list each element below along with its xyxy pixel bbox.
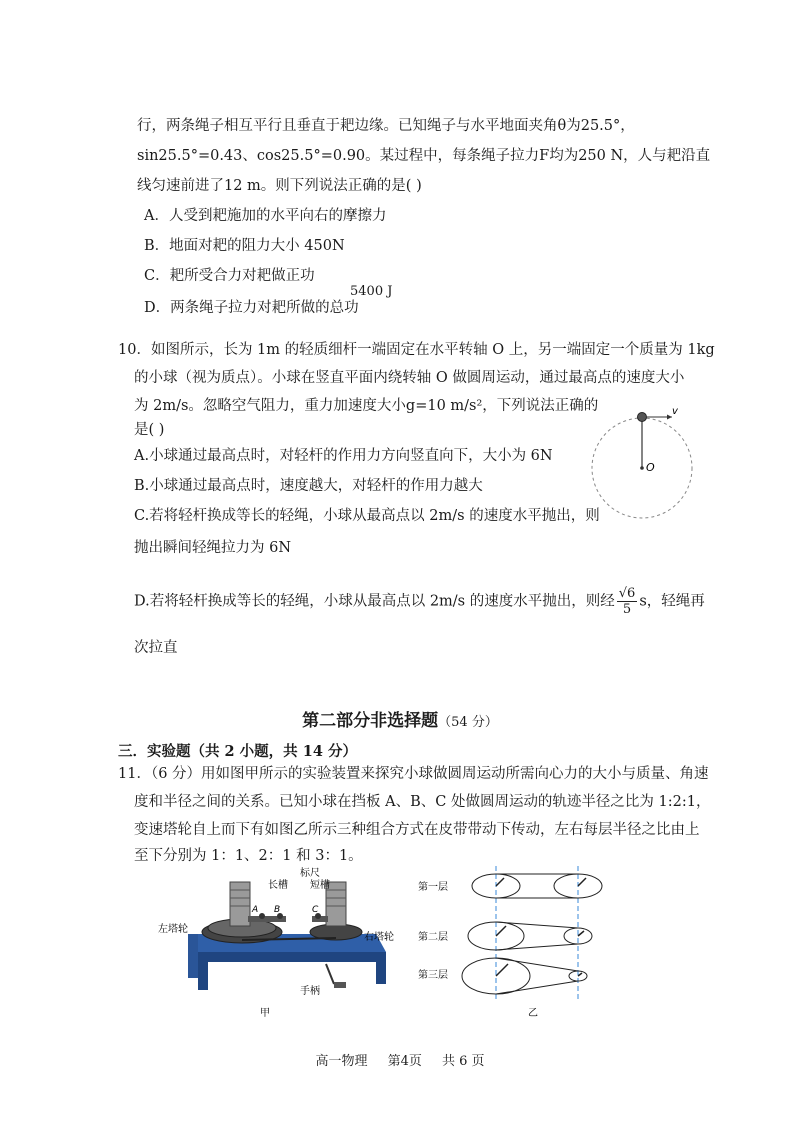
q11-line4: 至下分别为 1：1、2：1 和 3：1。 [134,848,363,864]
base-front [198,952,386,962]
q10-line2: 的小球（视为质点）。小球在竖直平面内绕转轴 O 做圆周运动，通过最高点的速度大小 [134,370,685,386]
page-footer [0,1050,800,1069]
handle-grip [334,982,346,988]
q10-line4: 是( ) [134,422,165,438]
section-experiment-heading: 三．实验题（共 2 小题，共 14 分） [118,743,357,760]
figure-jia-caption: 甲 [260,1008,270,1019]
unit-seconds: s [639,593,647,610]
footer-page: 第4页 [387,1054,422,1069]
long-slot-label: 长槽 [268,880,288,891]
layer3-belt-bottom [496,981,578,994]
figure-yi-caption: 乙 [528,1008,538,1019]
part2-score: （54 分） [438,715,498,730]
footer-subject: 高一物理 [315,1054,368,1069]
radius-arrow [578,973,582,976]
left-pulley-label: 左塔轮 [158,924,188,935]
apparatus-figure [150,864,400,1020]
pulley-layers-figure [418,864,608,1020]
radius-arrow [496,926,506,936]
velocity-label: v [672,406,678,417]
handle-shaft [326,964,334,984]
rod-circle-figure [588,404,700,522]
label-a: A [252,905,259,915]
q10-line1: 10．如图所示，长为 1m 的轻质细杆一端固定在水平转轴 O 上，另一端固定一个质量为 1kg [118,342,715,358]
pivot-label: O [646,461,655,474]
footer-total: 共 6 页 [442,1054,485,1069]
part2-heading [0,706,800,731]
ball-a [259,913,265,919]
base-leg-left [198,962,208,990]
handle-label: 手柄 [300,986,320,997]
q9-option-d: D．两条绳子拉力对耙所做的总功 [144,300,359,316]
q9-option-d-value: 5400 J [350,284,393,299]
ruler-label: 标尺 [300,868,320,879]
q10-line3: 为 2m/s。忽略空气阻力，重力加速度大小g=10 m/s²，下列说法正确的 [134,398,599,414]
q10-option-c1: C.若将轻杆换成等长的轻绳，小球从最高点以 2m/s 的速度水平抛出，则 [134,508,600,524]
q10-option-d1 [134,586,705,617]
q9-option-c: C．耙所受合力对耙做正功 [144,268,315,284]
radius-arrow [578,878,586,886]
q10-option-c2: 抛出瞬间轻绳拉力为 6N [134,540,292,556]
q9-line2: sin25.5°=0.43、cos25.5°=0.90。某过程中，每条绳子拉力F均为250 N，人与耙沿直 [137,148,711,164]
part2-title: 第二部分非选择题 [302,711,439,731]
radius-arrow [496,964,508,976]
radius-arrow [578,931,584,936]
label-c: C [312,905,319,915]
q10-option-d-text: D.若将轻杆换成等长的轻绳，小球从最高点以 2m/s 的速度水平抛出，则经 [134,593,615,610]
q11-line1: 11．（6 分）用如图甲所示的实验装置来探究小球做圆周运动所需向心力的大小与质量、角速 [118,766,709,782]
q10-option-a: A.小球通过最高点时，对轻杆的作用力方向竖直向下，大小为 6N [134,448,553,464]
left-column [230,882,250,926]
fraction-numerator: √6 [618,586,636,601]
short-slot-label: 短槽 [310,880,330,891]
layer3-label: 第三层 [418,970,448,981]
base-leg-back [188,934,198,978]
q10-option-b: B.小球通过最高点时，速度越大，对轻杆的作用力越大 [134,478,483,494]
fraction [617,586,638,617]
layer2-belt-top [496,922,578,928]
q10-option-d-tail: ，轻绳再 [646,593,705,610]
q11-line2: 度和半径之间的关系。已知小球在挡板 A、B、C 处做圆周运动的轨迹半径之比为 1:2:1， [134,794,711,810]
q9-line1: 行，两条绳子相互平行且垂直于耙边缘。已知绳子与水平地面夹角θ为25.5°， [137,118,635,134]
layer2-belt-bottom [496,944,578,950]
fraction-denominator: 5 [622,602,632,617]
layer1-label: 第一层 [418,882,448,893]
ball [638,413,647,422]
q9-option-a: A．人受到耙施加的水平向右的摩擦力 [144,208,387,224]
q9-option-b: B．地面对耙的阻力大小 450N [144,238,345,254]
q10-option-d2: 次拉直 [134,640,178,656]
radius-arrow [496,878,504,886]
label-b: B [274,905,281,915]
q9-line3: 线匀速前进了12 m。则下列说法正确的是( ) [137,178,422,194]
base-leg-right [376,962,386,984]
layer2-label: 第二层 [418,932,448,943]
q11-line3: 变速塔轮自上而下有如图乙所示三种组合方式在皮带带动下传动，左右每层半径之比由上 [134,822,700,838]
pivot-point [640,466,644,470]
right-pulley-label: 右塔轮 [364,932,394,943]
